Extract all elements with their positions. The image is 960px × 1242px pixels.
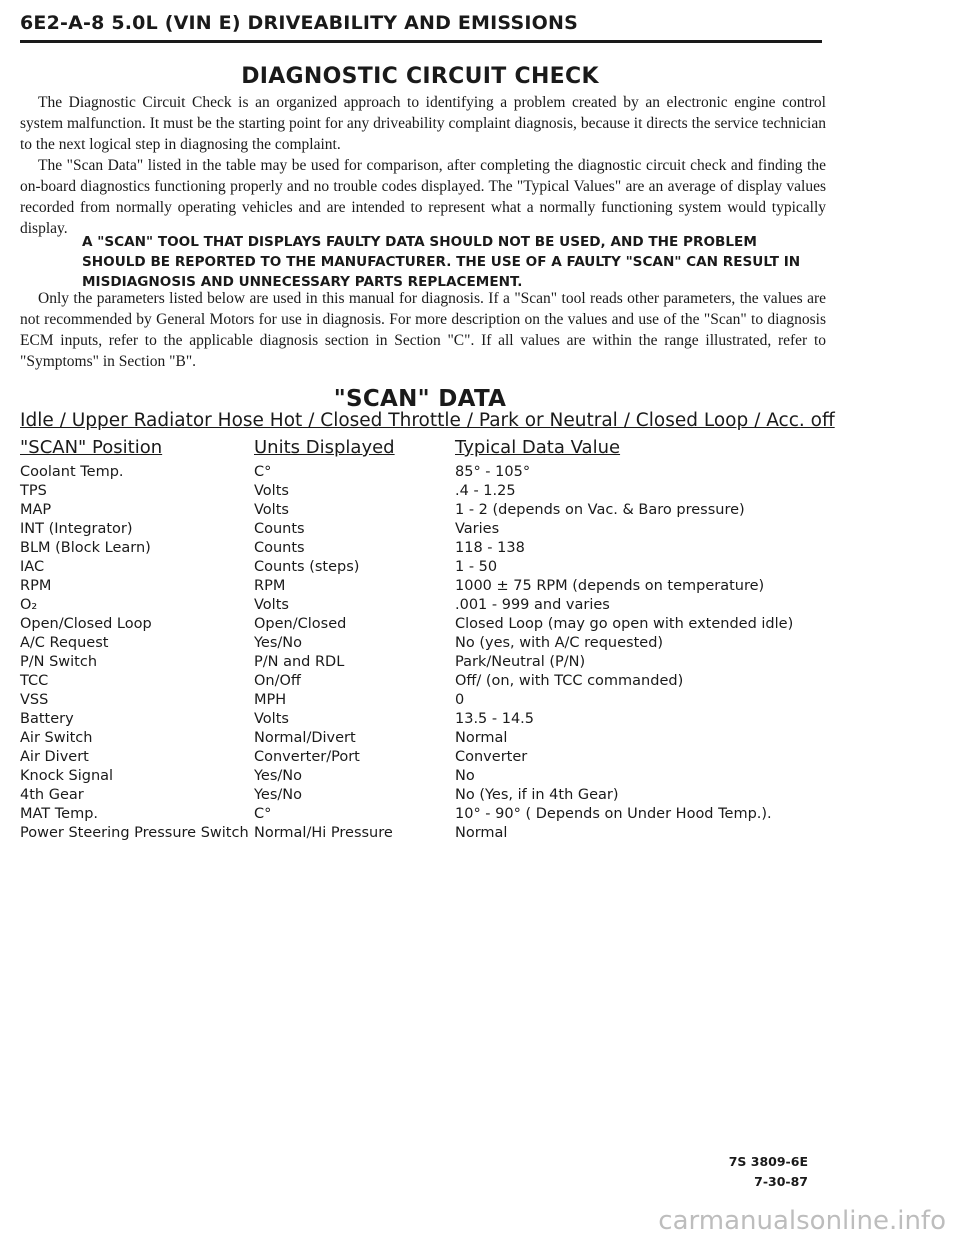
row-position: VSS <box>20 692 49 708</box>
row-units: Open/Closed <box>254 616 347 632</box>
row-units: C° <box>254 464 272 480</box>
intro-paragraph-2: The "Scan Data" listed in the table may be used for comparison, after completing the diagnostic circuit check and finding the on-board diagnostics functioning properly and no trouble codes displayed. The "Typical Values" are an average of display values recorded from normally operating vehicles and are intended to represent what a normally functioning system would typically display. <box>20 157 826 237</box>
row-units: Yes/No <box>254 787 303 803</box>
row-position: MAT Temp. <box>20 806 99 822</box>
table-row <box>20 596 820 615</box>
row-units: Normal/Divert <box>254 730 356 746</box>
row-value: 1 - 50 <box>455 559 498 575</box>
row-position: Battery <box>20 711 74 727</box>
row-value: 1 - 2 (depends on Vac. & Baro pressure) <box>455 502 745 518</box>
row-value: 118 - 138 <box>455 540 525 556</box>
row-units: Counts <box>254 521 305 537</box>
intro-text <box>20 92 826 239</box>
row-value: Closed Loop (may go open with extended idle) <box>455 616 794 632</box>
site-watermark: carmanualsonline.info <box>658 1206 946 1236</box>
row-position: INT (Integrator) <box>20 521 133 537</box>
row-units: Yes/No <box>254 635 303 651</box>
header-position: "SCAN" Position <box>20 437 163 458</box>
table-row <box>20 615 820 634</box>
row-position: MAP <box>20 502 52 518</box>
row-units: Converter/Port <box>254 749 360 765</box>
row-value: 10° - 90° ( Depends on Under Hood Temp.). <box>455 806 772 822</box>
row-position: Knock Signal <box>20 768 114 784</box>
page-header: 6E2-A-8 5.0L (VIN E) DRIVEABILITY AND EMISSIONS <box>20 12 822 43</box>
warning-notice: A "SCAN" TOOL THAT DISPLAYS FAULTY DATA SHOULD NOT BE USED, AND THE PROBLEM SHOULD BE REPORTED TO THE MANUFACTURER. THE USE OF A FAULTY "SCAN" CAN RESULT IN MISDIAGNOSIS AND UNNECESSARY PARTS REPLACEMENT. <box>82 234 801 290</box>
scan-data-title: "SCAN" DATA <box>333 386 507 412</box>
table-row <box>20 767 820 786</box>
document-code: 7S 3809-6E <box>728 1154 808 1169</box>
table-row <box>20 520 820 539</box>
row-value: 0 <box>455 692 465 708</box>
table-row <box>20 653 820 672</box>
row-value: Normal <box>455 730 508 746</box>
row-units: C° <box>254 806 272 822</box>
row-value: 13.5 - 14.5 <box>455 711 535 727</box>
row-position: TPS <box>20 483 47 499</box>
row-units: On/Off <box>254 673 301 689</box>
row-value: Varies <box>455 521 500 537</box>
table-row <box>20 577 820 596</box>
row-units: P/N and RDL <box>254 654 345 670</box>
row-position: 4th Gear <box>20 787 84 803</box>
table-row <box>20 729 820 748</box>
row-units: Yes/No <box>254 768 303 784</box>
row-units: RPM <box>254 578 286 594</box>
row-units: Counts <box>254 540 305 556</box>
table-row <box>20 634 820 653</box>
table-row <box>20 672 820 691</box>
row-value: Converter <box>455 749 528 765</box>
table-row <box>20 748 820 767</box>
header-value: Typical Data Value <box>455 437 621 458</box>
row-position: P/N Switch <box>20 654 98 670</box>
row-value: .001 - 999 and varies <box>455 597 610 613</box>
row-units: MPH <box>254 692 287 708</box>
parameters-text <box>20 288 826 372</box>
diagnostic-title: DIAGNOSTIC CIRCUIT CHECK <box>241 64 599 89</box>
table-row <box>20 824 820 843</box>
row-value: No (Yes, if in 4th Gear) <box>455 787 619 803</box>
row-position: BLM (Block Learn) <box>20 540 151 556</box>
scan-table <box>20 463 820 843</box>
row-units: Volts <box>254 597 289 613</box>
row-position: Air Switch <box>20 730 93 746</box>
table-row <box>20 482 820 501</box>
row-units: Volts <box>254 483 289 499</box>
row-position: Coolant Temp. <box>20 464 124 480</box>
row-position: Open/Closed Loop <box>20 616 152 632</box>
row-units: Volts <box>254 711 289 727</box>
table-row <box>20 539 820 558</box>
row-value: Park/Neutral (P/N) <box>455 654 586 670</box>
document-date: 7-30-87 <box>754 1174 808 1189</box>
row-position: Power Steering Pressure Switch <box>20 825 249 841</box>
table-row <box>20 710 820 729</box>
row-position: O₂ <box>20 597 38 613</box>
row-position: TCC <box>20 673 49 689</box>
table-row <box>20 805 820 824</box>
row-value: .4 - 1.25 <box>455 483 516 499</box>
table-row <box>20 463 820 482</box>
row-value: No (yes, with A/C requested) <box>455 635 664 651</box>
row-position: IAC <box>20 559 45 575</box>
row-units: Volts <box>254 502 289 518</box>
scan-conditions: Idle / Upper Radiator Hose Hot / Closed Throttle / Park or Neutral / Closed Loop / Acc. off <box>20 410 835 431</box>
parameters-paragraph: Only the parameters listed below are used in this manual for diagnosis. If a "Scan" tool reads other parameters, the values are not recommended by General Motors for use in diagnosis. For more description on the values and use of the "Scan" to diagnosis ECM inputs, refer to the applicable diagnosis section in Section "C". If all values are within the range illustrated, refer to "Symptoms" in Section "B". <box>20 290 826 370</box>
row-units: Counts (steps) <box>254 559 360 575</box>
header-units: Units Displayed <box>254 437 395 458</box>
row-position: RPM <box>20 578 52 594</box>
row-value: Off/ (on, with TCC commanded) <box>455 673 684 689</box>
table-row <box>20 691 820 710</box>
table-row <box>20 501 820 520</box>
row-units: Normal/Hi Pressure <box>254 825 393 841</box>
row-value: No <box>455 768 475 784</box>
row-position: A/C Request <box>20 635 109 651</box>
row-value: 85° - 105° <box>455 464 531 480</box>
intro-paragraph-1: The Diagnostic Circuit Check is an organized approach to identifying a problem created by an electronic engine control system malfunction. It must be the starting point for any driveability complaint diagnosis, because it directs the service technician to the next logical step in diagnosing the complaint. <box>20 94 826 153</box>
table-row <box>20 558 820 577</box>
row-position: Air Divert <box>20 749 89 765</box>
scan-table-header <box>20 437 820 463</box>
table-row <box>20 786 820 805</box>
row-value: Normal <box>455 825 508 841</box>
row-value: 1000 ± 75 RPM (depends on temperature) <box>455 578 765 594</box>
